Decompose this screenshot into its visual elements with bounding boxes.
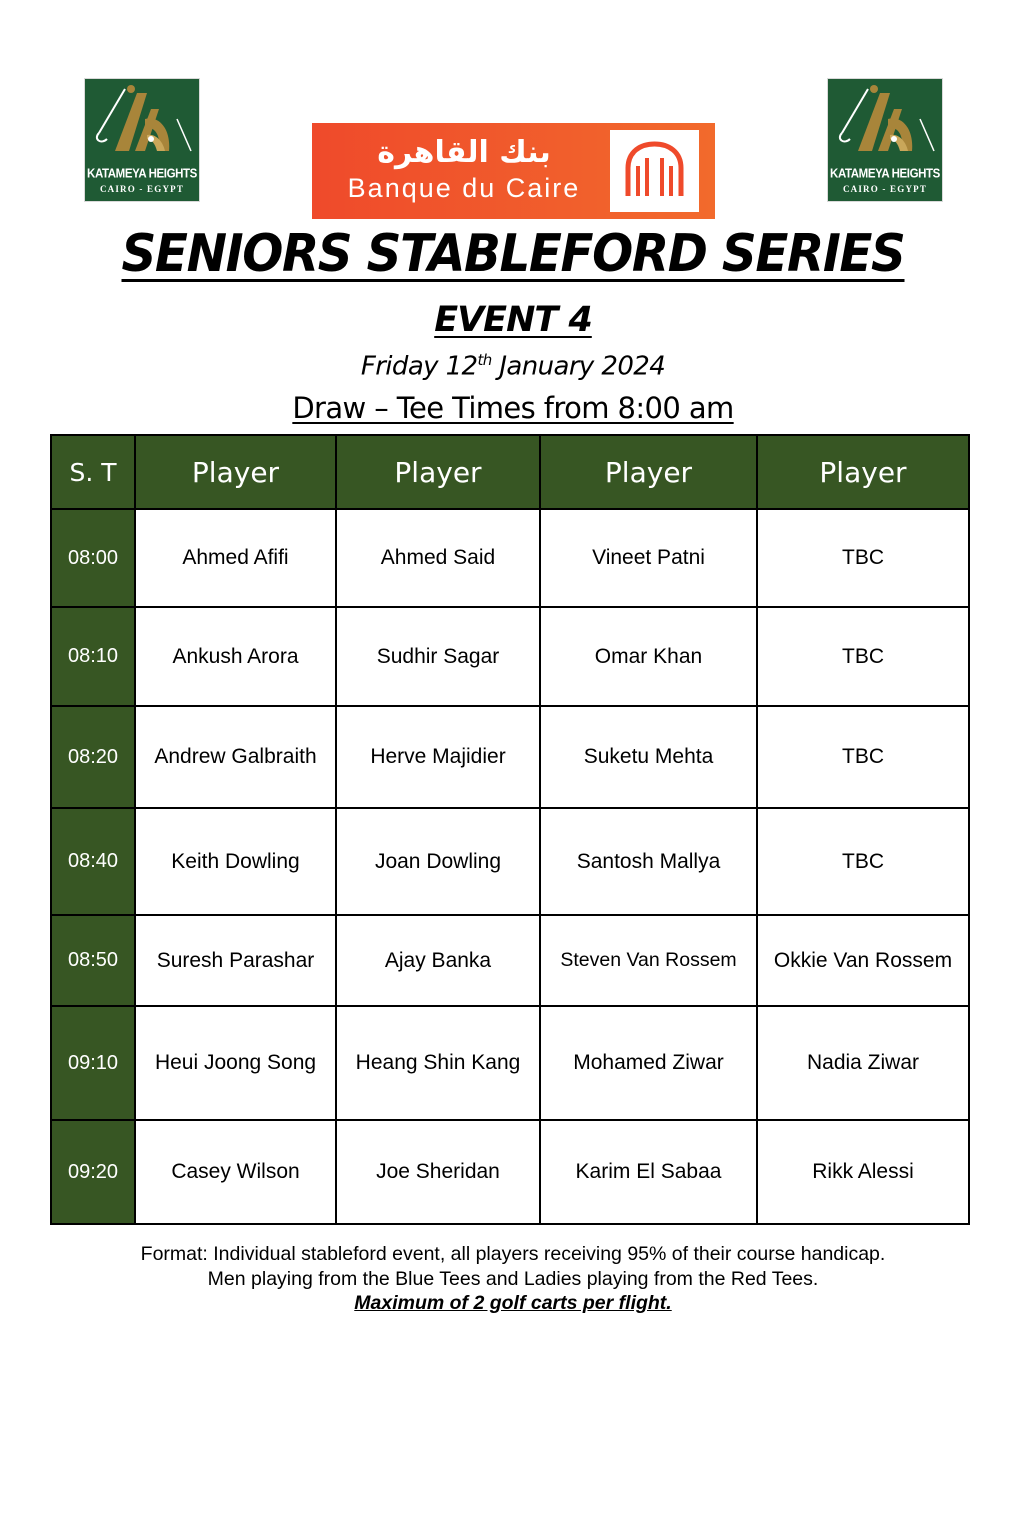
tee-time-table xyxy=(50,434,970,1225)
tees-line: Men playing from the Blue Tees and Ladies playing from the Red Tees. xyxy=(207,1267,819,1290)
player-cell: TBC xyxy=(757,808,969,915)
player-cell: Ajay Banka xyxy=(336,915,540,1006)
page-title: SENIORS STABLEFORD SERIES xyxy=(121,224,905,284)
date-rest: January 2024 xyxy=(491,351,666,382)
table-row xyxy=(51,509,969,607)
club-city: CAIRO - EGYPT xyxy=(99,184,185,194)
player-cell: Ankush Arora xyxy=(135,607,336,706)
player-cell: Andrew Galbraith xyxy=(135,706,336,808)
table-row xyxy=(51,706,969,808)
player-cell: TBC xyxy=(757,607,969,706)
player-cell: Steven Van Rossem xyxy=(540,915,757,1006)
bank-name-english: Banque du Caire xyxy=(347,173,581,203)
player-cell: Suresh Parashar xyxy=(135,915,336,1006)
player-cell: Ahmed Said xyxy=(336,509,540,607)
player-cell: TBC xyxy=(757,706,969,808)
player-cell: Suketu Mehta xyxy=(540,706,757,808)
banque-du-caire-logo xyxy=(312,123,715,219)
player-cell: Sudhir Sagar xyxy=(336,607,540,706)
player-cell: Joan Dowling xyxy=(336,808,540,915)
table-row xyxy=(51,1120,969,1224)
bank-name-arabic: بنك القاهرة xyxy=(377,135,551,170)
club-city: CAIRO - EGYPT xyxy=(842,184,928,194)
event-date xyxy=(0,351,1026,382)
player-cell: Rikk Alessi xyxy=(757,1120,969,1224)
player-cell: Karim El Sabaa xyxy=(540,1120,757,1224)
player-cell: Herve Majidier xyxy=(336,706,540,808)
player-cell: Nadia Ziwar xyxy=(757,1006,969,1120)
katameya-heights-logo-right xyxy=(827,78,943,202)
player-cell: Okkie Van Rossem xyxy=(757,915,969,1006)
table-row xyxy=(51,915,969,1006)
club-name: KATAMEYA HEIGHTS xyxy=(830,167,940,181)
date-suffix: th xyxy=(477,351,492,369)
golfer-emblem-icon xyxy=(85,79,199,169)
katameya-heights-logo-left xyxy=(84,78,200,202)
format-notes xyxy=(0,1242,1026,1316)
player-cell: Vineet Patni xyxy=(540,509,757,607)
golfer-emblem-icon xyxy=(828,79,942,169)
table-row xyxy=(51,1006,969,1120)
golf-carts-note: Maximum of 2 golf carts per flight. xyxy=(354,1292,672,1314)
tee-time-cell: 09:20 xyxy=(51,1120,135,1224)
event-heading: EVENT 4 xyxy=(434,300,592,340)
tee-time-cell: 08:40 xyxy=(51,808,135,915)
bank-arch-icon xyxy=(610,130,699,212)
player-cell: Heang Shin Kang xyxy=(336,1006,540,1120)
tee-time-cell: 08:00 xyxy=(51,509,135,607)
player-cell: Joe Sheridan xyxy=(336,1120,540,1224)
table-row xyxy=(51,607,969,706)
column-header-start-time: S. T xyxy=(51,435,135,509)
player-cell: Omar Khan xyxy=(540,607,757,706)
draw-subtitle: Draw – Tee Times from 8:00 am xyxy=(292,391,734,425)
table-row xyxy=(51,808,969,915)
tee-time-cell: 09:10 xyxy=(51,1006,135,1120)
player-cell: Mohamed Ziwar xyxy=(540,1006,757,1120)
format-line: Format: Individual stableford event, all players receiving 95% of their course handicap. xyxy=(140,1243,886,1265)
player-cell: Ahmed Afifi xyxy=(135,509,336,607)
column-header-player: Player xyxy=(336,435,540,509)
tee-time-cell: 08:10 xyxy=(51,607,135,706)
player-cell: Casey Wilson xyxy=(135,1120,336,1224)
player-cell: Heui Joong Song xyxy=(135,1006,336,1120)
tee-time-cell: 08:20 xyxy=(51,706,135,808)
club-name: KATAMEYA HEIGHTS xyxy=(87,167,197,181)
column-header-player: Player xyxy=(757,435,969,509)
tee-time-cell: 08:50 xyxy=(51,915,135,1006)
player-cell: TBC xyxy=(757,509,969,607)
table-header-row xyxy=(51,435,969,509)
date-prefix: Friday 12 xyxy=(360,351,478,382)
player-cell: Santosh Mallya xyxy=(540,808,757,915)
column-header-player: Player xyxy=(540,435,757,509)
player-cell: Keith Dowling xyxy=(135,808,336,915)
column-header-player: Player xyxy=(135,435,336,509)
